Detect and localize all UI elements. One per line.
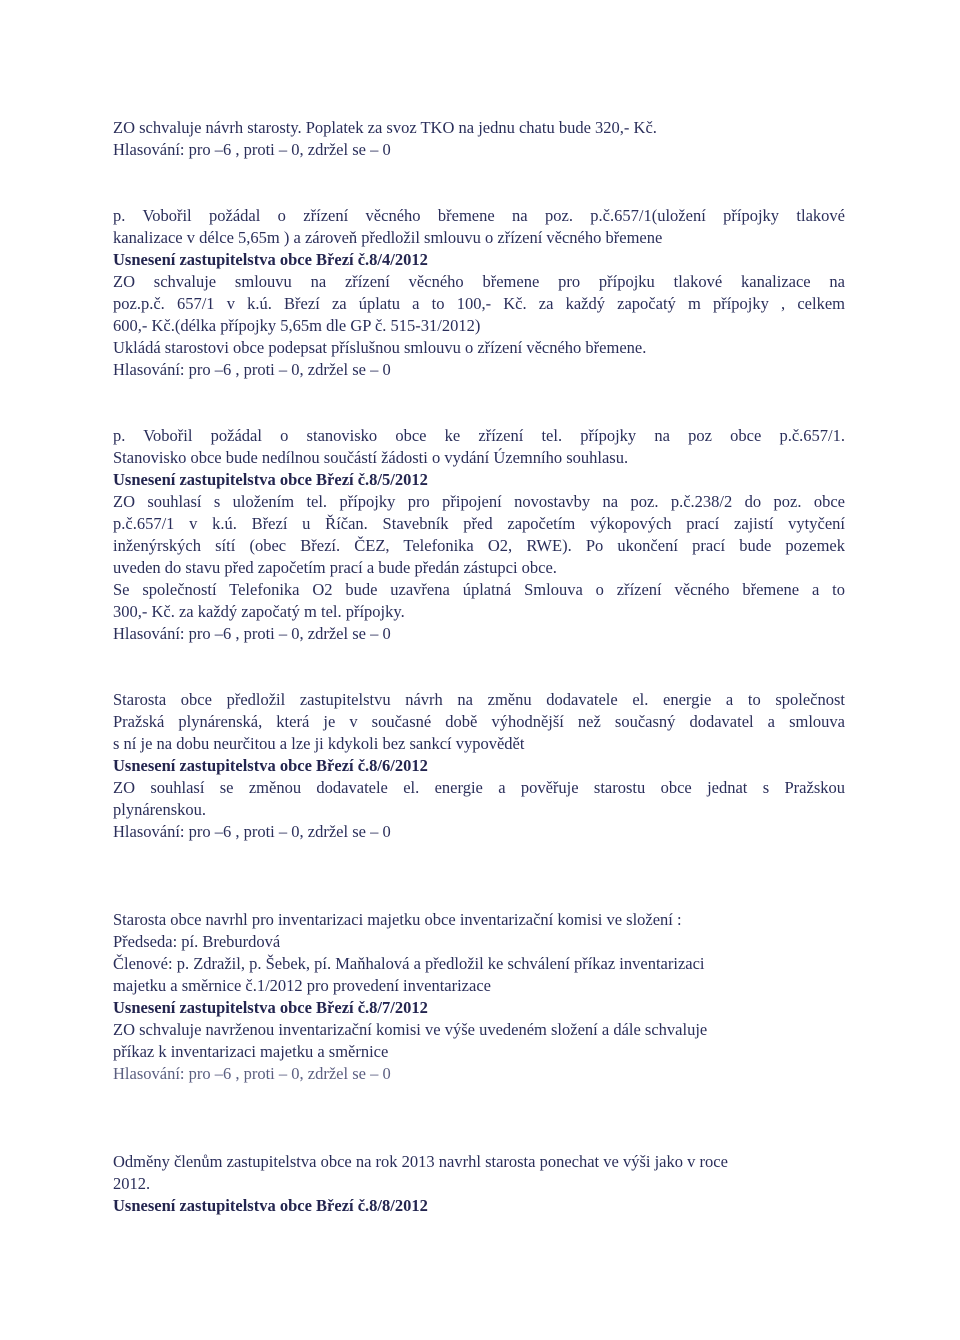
paragraph-line: ZO schvaluje navrženou inventarizační komisi ve výše uvedeném složení a dále schvaluje [113, 1020, 708, 1039]
paragraph-line: Pražská plynárenská, která je v současné době výhodnější než současný dodavatel a smlouva [113, 712, 845, 731]
paragraph-line: Předseda: pí. Breburdová [113, 932, 281, 951]
paragraph-line: Stanovisko obce bude nedílnou součástí žádosti o vydání Územního souhlasu. [113, 448, 629, 467]
paragraph-line: Starosta obce navrhl pro inventarizaci majetku obce inventarizační komisi ve složení : [113, 910, 682, 929]
paragraph-line: poz.p.č. 657/1 v k.ú. Březí za úplatu a to 100,- Kč. za každý započatý m přípojky , celkem [113, 294, 845, 313]
paragraph-line: Starosta obce předložil zastupitelstvu návrh na změnu dodavatele el. energie a to společnost [113, 690, 845, 709]
paragraph-line: plynárenskou. [113, 800, 207, 819]
paragraph-line: uveden do stavu před započetím prací a bude předán zástupci obce. [113, 558, 557, 577]
resolution-heading: Usnesení zastupitelstva obce Březí č.8/8/2012 [113, 1196, 428, 1215]
paragraph-line: majetku a směrnice č.1/2012 pro provedení inventarizace [113, 976, 491, 995]
paragraph-line: ZO souhlasí s uložením tel. přípojky pro připojení novostavby na poz. p.č.238/2 do poz. obce [113, 492, 845, 511]
paragraph-line: kanalizace v délce 5,65m ) a zároveň předložil smlouvu o zřízení věcného břemene [113, 228, 663, 247]
vote-result: Hlasování: pro –6 , proti – 0, zdržel se – 0 [113, 140, 391, 159]
paragraph-line: Ukládá starostovi obce podepsat příslušnou smlouvu o zřízení věcného břemene. [113, 338, 647, 357]
paragraph-line: 2012. [113, 1174, 151, 1193]
vote-result: Hlasování: pro –6 , proti – 0, zdržel se – 0 [113, 822, 391, 841]
paragraph-line: Se společností Telefonika O2 bude uzavřena úplatná Smlouva o zřízení věcného břemene a to [113, 580, 845, 599]
paragraph-line: Odměny členům zastupitelstva obce na rok 2013 navrhl starosta ponechat ve výši jako v roce [113, 1152, 728, 1171]
paragraph-line: inženýrských sítí (obec Březí. ČEZ, Telefonika O2, RWE). Po ukončení prací bude pozemek [113, 536, 845, 555]
paragraph-line: Členové: p. Zdražil, p. Šebek, pí. Maňhalová a předložil ke schválení příkaz inventarizaci [113, 954, 705, 973]
vote-result: Hlasování: pro –6 , proti – 0, zdržel se – 0 [113, 1064, 391, 1083]
resolution-text: ZO schvaluje návrh starosty. Poplatek za svoz TKO na jednu chatu bude 320,- Kč. [113, 118, 657, 137]
resolution-heading: Usnesení zastupitelstva obce Březí č.8/5/2012 [113, 470, 428, 489]
paragraph-line: s ní je na dobu neurčitou a lze ji kdykoli bez sankcí vypovědět [113, 734, 525, 753]
paragraph-line: příkaz k inventarizaci majetku a směrnice [113, 1042, 389, 1061]
resolution-heading: Usnesení zastupitelstva obce Březí č.8/6/2012 [113, 756, 428, 775]
paragraph-line: ZO schvaluje smlouvu na zřízení věcného břemene pro přípojku tlakové kanalizace na [113, 272, 845, 291]
vote-result: Hlasování: pro –6 , proti – 0, zdržel se – 0 [113, 624, 391, 643]
paragraph-line: 600,- Kč.(délka přípojky 5,65m dle GP č. 515-31/2012) [113, 316, 481, 335]
vote-result: Hlasování: pro –6 , proti – 0, zdržel se – 0 [113, 360, 391, 379]
paragraph-line: p. Vobořil požádal o zřízení věcného břemene na poz. p.č.657/1(uložení přípojky tlakové [113, 206, 845, 225]
resolution-heading: Usnesení zastupitelstva obce Březí č.8/7/2012 [113, 998, 428, 1017]
paragraph-line: 300,- Kč. za každý započatý m tel. přípojky. [113, 602, 405, 621]
resolution-heading: Usnesení zastupitelstva obce Březí č.8/4/2012 [113, 250, 428, 269]
paragraph-line: ZO souhlasí se změnou dodavatele el. energie a pověřuje starostu obce jednat s Pražskou [113, 778, 845, 797]
paragraph-line: p.č.657/1 v k.ú. Březí u Říčan. Stavebník před započetím výkopových prací zajistí vytyčení [113, 514, 845, 533]
paragraph-line: p. Vobořil požádal o stanovisko obce ke zřízení tel. přípojky na poz obce p.č.657/1. [113, 426, 845, 445]
